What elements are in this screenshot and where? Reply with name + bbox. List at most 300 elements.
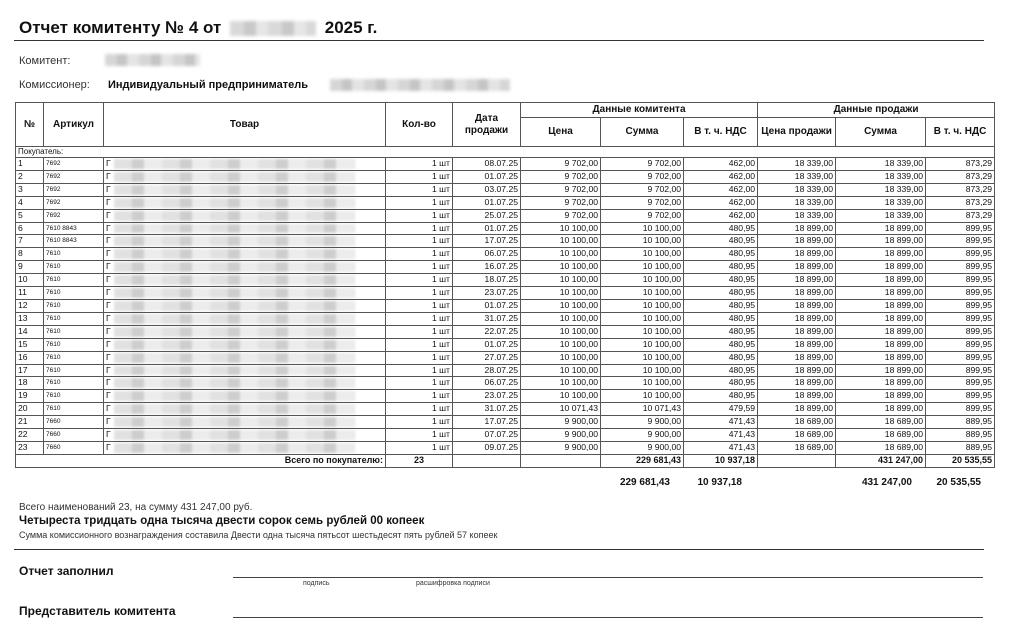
row-num: 2 bbox=[16, 170, 44, 183]
row-goods bbox=[104, 170, 386, 183]
row-date: 25.07.25 bbox=[453, 209, 521, 222]
row-num: 15 bbox=[16, 338, 44, 351]
row-sum: 10 100,00 bbox=[601, 274, 684, 287]
row-num: 10 bbox=[16, 274, 44, 287]
row-date: 31.07.25 bbox=[453, 312, 521, 325]
row-article: 7610 bbox=[44, 377, 104, 390]
goods-initial: Г bbox=[106, 235, 111, 246]
row-qty: 1 шт bbox=[386, 351, 453, 364]
row-goods bbox=[104, 158, 386, 171]
total-empty bbox=[521, 454, 601, 467]
row-sum: 10 100,00 bbox=[601, 222, 684, 235]
row-vat: 480,95 bbox=[684, 222, 758, 235]
row-sale-vat: 873,29 bbox=[926, 158, 995, 171]
table-row bbox=[16, 312, 995, 325]
redacted-goods-name bbox=[114, 353, 355, 363]
row-price: 10 100,00 bbox=[521, 261, 601, 274]
row-price: 9 702,00 bbox=[521, 196, 601, 209]
table-row bbox=[16, 403, 995, 416]
row-goods bbox=[104, 274, 386, 287]
total-row bbox=[16, 454, 995, 467]
redacted-goods-name bbox=[114, 211, 355, 221]
row-goods bbox=[104, 248, 386, 261]
row-date: 01.07.25 bbox=[453, 338, 521, 351]
row-date: 01.07.25 bbox=[453, 196, 521, 209]
row-price: 10 100,00 bbox=[521, 377, 601, 390]
goods-initial: Г bbox=[106, 196, 111, 207]
row-goods bbox=[104, 299, 386, 312]
row-sale-price: 18 899,00 bbox=[758, 403, 836, 416]
row-qty: 1 шт bbox=[386, 287, 453, 300]
redacted-date bbox=[230, 21, 316, 36]
row-article: 7692 bbox=[44, 209, 104, 222]
goods-initial: Г bbox=[106, 441, 111, 452]
summary-commission: Сумма комиссионного вознаграждения составила Двести одна тысяча пятьсот шестьдесят пять рублей 57 копеек bbox=[19, 530, 498, 540]
komissioner-label: Комиссионер: bbox=[19, 79, 90, 91]
row-sale-vat: 899,95 bbox=[926, 390, 995, 403]
row-qty: 1 шт bbox=[386, 441, 453, 454]
row-sum: 10 071,43 bbox=[601, 403, 684, 416]
table-row bbox=[16, 299, 995, 312]
row-article: 7610 8843 bbox=[44, 235, 104, 248]
row-date: 08.07.25 bbox=[453, 158, 521, 171]
row-sale-price: 18 689,00 bbox=[758, 441, 836, 454]
row-sale-sum: 18 899,00 bbox=[836, 377, 926, 390]
row-goods bbox=[104, 183, 386, 196]
total-empty bbox=[453, 454, 521, 467]
row-sale-price: 18 339,00 bbox=[758, 183, 836, 196]
row-price: 9 702,00 bbox=[521, 183, 601, 196]
row-price: 9 900,00 bbox=[521, 429, 601, 442]
row-qty: 1 шт bbox=[386, 390, 453, 403]
table-row bbox=[16, 416, 995, 429]
summary-divider bbox=[14, 549, 984, 550]
table-row bbox=[16, 364, 995, 377]
row-vat: 480,95 bbox=[684, 248, 758, 261]
col-vat: В т. ч. НДС bbox=[684, 118, 758, 147]
row-vat: 462,00 bbox=[684, 158, 758, 171]
row-num: 1 bbox=[16, 158, 44, 171]
row-goods bbox=[104, 235, 386, 248]
row-qty: 1 шт bbox=[386, 416, 453, 429]
row-num: 7 bbox=[16, 235, 44, 248]
row-num: 8 bbox=[16, 248, 44, 261]
row-sum: 10 100,00 bbox=[601, 312, 684, 325]
row-sum: 10 100,00 bbox=[601, 351, 684, 364]
row-price: 10 100,00 bbox=[521, 274, 601, 287]
title-prefix: Отчет комитенту № 4 от bbox=[19, 18, 222, 37]
redacted-goods-name bbox=[114, 275, 355, 285]
goods-initial: Г bbox=[106, 390, 111, 401]
row-vat: 480,95 bbox=[684, 377, 758, 390]
row-num: 20 bbox=[16, 403, 44, 416]
table-row bbox=[16, 351, 995, 364]
row-article: 7610 bbox=[44, 338, 104, 351]
row-sale-sum: 18 899,00 bbox=[836, 403, 926, 416]
row-sale-vat: 899,95 bbox=[926, 312, 995, 325]
row-num: 17 bbox=[16, 364, 44, 377]
row-sale-vat: 899,95 bbox=[926, 403, 995, 416]
grand-sale-sum: 431 247,00 bbox=[861, 477, 912, 488]
row-sale-price: 18 899,00 bbox=[758, 299, 836, 312]
table-row bbox=[16, 261, 995, 274]
row-sale-sum: 18 899,00 bbox=[836, 338, 926, 351]
row-vat: 480,95 bbox=[684, 338, 758, 351]
row-date: 28.07.25 bbox=[453, 364, 521, 377]
row-vat: 480,95 bbox=[684, 235, 758, 248]
table-row bbox=[16, 429, 995, 442]
row-sum: 9 702,00 bbox=[601, 196, 684, 209]
table-row bbox=[16, 209, 995, 222]
row-sale-sum: 18 689,00 bbox=[836, 429, 926, 442]
row-sale-price: 18 899,00 bbox=[758, 235, 836, 248]
row-sale-sum: 18 899,00 bbox=[836, 390, 926, 403]
row-qty: 1 шт bbox=[386, 209, 453, 222]
row-article: 7610 bbox=[44, 312, 104, 325]
row-sale-sum: 18 899,00 bbox=[836, 274, 926, 287]
row-sale-vat: 899,95 bbox=[926, 364, 995, 377]
row-sale-vat: 889,95 bbox=[926, 429, 995, 442]
redacted-komitent bbox=[105, 54, 200, 66]
goods-initial: Г bbox=[106, 416, 111, 427]
total-sale-sum: 431 247,00 bbox=[836, 454, 926, 467]
goods-initial: Г bbox=[106, 364, 111, 375]
row-article: 7610 bbox=[44, 364, 104, 377]
row-sale-price: 18 899,00 bbox=[758, 312, 836, 325]
row-qty: 1 шт bbox=[386, 158, 453, 171]
redacted-goods-name bbox=[114, 224, 355, 234]
row-goods bbox=[104, 403, 386, 416]
row-qty: 1 шт bbox=[386, 364, 453, 377]
row-sale-price: 18 899,00 bbox=[758, 338, 836, 351]
row-article: 7610 8843 bbox=[44, 222, 104, 235]
row-goods bbox=[104, 261, 386, 274]
komitent-label: Комитент: bbox=[19, 55, 71, 67]
col-goods: Товар bbox=[104, 103, 386, 147]
row-vat: 471,43 bbox=[684, 429, 758, 442]
row-num: 18 bbox=[16, 377, 44, 390]
goods-initial: Г bbox=[106, 351, 111, 362]
row-sale-vat: 899,95 bbox=[926, 377, 995, 390]
redacted-goods-name bbox=[114, 314, 355, 324]
row-article: 7660 bbox=[44, 429, 104, 442]
row-goods bbox=[104, 390, 386, 403]
row-sale-price: 18 339,00 bbox=[758, 209, 836, 222]
table-row bbox=[16, 196, 995, 209]
row-num: 22 bbox=[16, 429, 44, 442]
table-row bbox=[16, 390, 995, 403]
grand-vat: 10 937,18 bbox=[697, 477, 742, 488]
row-num: 4 bbox=[16, 196, 44, 209]
row-goods bbox=[104, 416, 386, 429]
goods-initial: Г bbox=[106, 248, 111, 259]
row-price: 9 702,00 bbox=[521, 209, 601, 222]
table-row bbox=[16, 222, 995, 235]
row-sale-sum: 18 339,00 bbox=[836, 183, 926, 196]
goods-initial: Г bbox=[106, 325, 111, 336]
row-date: 23.07.25 bbox=[453, 287, 521, 300]
row-qty: 1 шт bbox=[386, 338, 453, 351]
table-row bbox=[16, 183, 995, 196]
row-sale-price: 18 899,00 bbox=[758, 351, 836, 364]
row-sum: 9 900,00 bbox=[601, 429, 684, 442]
row-qty: 1 шт bbox=[386, 403, 453, 416]
row-sale-price: 18 899,00 bbox=[758, 377, 836, 390]
grand-sum: 229 681,43 bbox=[619, 477, 670, 488]
row-date: 06.07.25 bbox=[453, 377, 521, 390]
row-vat: 471,43 bbox=[684, 441, 758, 454]
row-sale-vat: 899,95 bbox=[926, 261, 995, 274]
row-sale-sum: 18 689,00 bbox=[836, 416, 926, 429]
row-sum: 9 702,00 bbox=[601, 170, 684, 183]
col-sum: Сумма bbox=[601, 118, 684, 147]
row-sale-sum: 18 339,00 bbox=[836, 196, 926, 209]
row-price: 10 100,00 bbox=[521, 312, 601, 325]
row-goods bbox=[104, 338, 386, 351]
row-sale-sum: 18 339,00 bbox=[836, 158, 926, 171]
row-goods bbox=[104, 364, 386, 377]
row-sale-vat: 899,95 bbox=[926, 351, 995, 364]
row-sale-vat: 873,29 bbox=[926, 196, 995, 209]
table-row bbox=[16, 441, 995, 454]
row-sale-price: 18 689,00 bbox=[758, 416, 836, 429]
row-price: 9 900,00 bbox=[521, 441, 601, 454]
table-row bbox=[16, 235, 995, 248]
row-sale-vat: 899,95 bbox=[926, 222, 995, 235]
grand-sale-vat: 20 535,55 bbox=[936, 477, 981, 488]
col-sale-price: Цена продажи bbox=[758, 118, 836, 147]
redacted-goods-name bbox=[114, 262, 355, 272]
row-article: 7610 bbox=[44, 248, 104, 261]
redacted-goods-name bbox=[114, 430, 355, 440]
redacted-goods-name bbox=[114, 391, 355, 401]
row-num: 12 bbox=[16, 299, 44, 312]
row-sale-sum: 18 899,00 bbox=[836, 299, 926, 312]
row-vat: 479,59 bbox=[684, 403, 758, 416]
row-sum: 10 100,00 bbox=[601, 325, 684, 338]
row-goods bbox=[104, 377, 386, 390]
row-goods bbox=[104, 351, 386, 364]
row-goods bbox=[104, 287, 386, 300]
row-date: 06.07.25 bbox=[453, 248, 521, 261]
goods-initial: Г bbox=[106, 183, 111, 194]
row-article: 7692 bbox=[44, 158, 104, 171]
row-sum: 10 100,00 bbox=[601, 248, 684, 261]
row-date: 01.07.25 bbox=[453, 299, 521, 312]
goods-initial: Г bbox=[106, 158, 111, 168]
row-sale-sum: 18 899,00 bbox=[836, 351, 926, 364]
row-date: 07.07.25 bbox=[453, 429, 521, 442]
row-sale-sum: 18 899,00 bbox=[836, 325, 926, 338]
row-article: 7692 bbox=[44, 170, 104, 183]
row-sum: 10 100,00 bbox=[601, 261, 684, 274]
row-date: 18.07.25 bbox=[453, 274, 521, 287]
row-price: 10 100,00 bbox=[521, 235, 601, 248]
goods-initial: Г bbox=[106, 170, 111, 181]
row-qty: 1 шт bbox=[386, 235, 453, 248]
row-qty: 1 шт bbox=[386, 429, 453, 442]
row-sale-vat: 899,95 bbox=[926, 325, 995, 338]
row-sale-vat: 899,95 bbox=[926, 299, 995, 312]
row-qty: 1 шт bbox=[386, 248, 453, 261]
row-article: 7610 bbox=[44, 274, 104, 287]
row-num: 5 bbox=[16, 209, 44, 222]
total-sale-vat: 20 535,55 bbox=[926, 454, 995, 467]
col-qty: Кол-во bbox=[386, 103, 453, 147]
title-divider bbox=[14, 40, 984, 41]
goods-initial: Г bbox=[106, 261, 111, 272]
row-goods bbox=[104, 441, 386, 454]
row-sale-vat: 899,95 bbox=[926, 248, 995, 261]
row-goods bbox=[104, 196, 386, 209]
row-sale-vat: 899,95 bbox=[926, 287, 995, 300]
row-date: 23.07.25 bbox=[453, 390, 521, 403]
row-qty: 1 шт bbox=[386, 183, 453, 196]
row-vat: 480,95 bbox=[684, 351, 758, 364]
row-vat: 480,95 bbox=[684, 274, 758, 287]
row-sum: 9 702,00 bbox=[601, 158, 684, 171]
row-vat: 480,95 bbox=[684, 364, 758, 377]
row-sum: 10 100,00 bbox=[601, 338, 684, 351]
row-sale-vat: 889,95 bbox=[926, 441, 995, 454]
buyer-label: Покупатель: bbox=[16, 147, 995, 158]
goods-initial: Г bbox=[106, 312, 111, 323]
row-sale-price: 18 899,00 bbox=[758, 390, 836, 403]
decode-hint: расшифровка подписи bbox=[416, 580, 490, 587]
row-sale-price: 18 899,00 bbox=[758, 261, 836, 274]
goods-initial: Г bbox=[106, 377, 111, 388]
row-sale-sum: 18 899,00 bbox=[836, 261, 926, 274]
row-vat: 480,95 bbox=[684, 287, 758, 300]
title-suffix: 2025 г. bbox=[324, 18, 378, 37]
row-date: 03.07.25 bbox=[453, 183, 521, 196]
row-sum: 9 900,00 bbox=[601, 441, 684, 454]
row-sale-vat: 899,95 bbox=[926, 274, 995, 287]
goods-initial: Г bbox=[106, 299, 111, 310]
row-vat: 480,95 bbox=[684, 325, 758, 338]
row-num: 14 bbox=[16, 325, 44, 338]
row-article: 7610 bbox=[44, 261, 104, 274]
row-price: 10 100,00 bbox=[521, 390, 601, 403]
row-price: 10 100,00 bbox=[521, 351, 601, 364]
row-article: 7610 bbox=[44, 403, 104, 416]
row-price: 10 100,00 bbox=[521, 287, 601, 300]
row-date: 27.07.25 bbox=[453, 351, 521, 364]
row-num: 19 bbox=[16, 390, 44, 403]
row-date: 16.07.25 bbox=[453, 261, 521, 274]
goods-initial: Г bbox=[106, 222, 111, 233]
table-row bbox=[16, 274, 995, 287]
row-price: 10 100,00 bbox=[521, 248, 601, 261]
redacted-goods-name bbox=[114, 340, 355, 350]
row-vat: 462,00 bbox=[684, 183, 758, 196]
row-sale-vat: 873,29 bbox=[926, 170, 995, 183]
filled-by-signature-line bbox=[233, 577, 983, 578]
row-sale-sum: 18 899,00 bbox=[836, 312, 926, 325]
col-article: Артикул bbox=[44, 103, 104, 147]
row-qty: 1 шт bbox=[386, 261, 453, 274]
row-price: 9 900,00 bbox=[521, 416, 601, 429]
row-vat: 480,95 bbox=[684, 312, 758, 325]
row-article: 7660 bbox=[44, 441, 104, 454]
report-title bbox=[19, 18, 377, 38]
row-qty: 1 шт bbox=[386, 377, 453, 390]
redacted-goods-name bbox=[114, 249, 355, 259]
row-sale-price: 18 899,00 bbox=[758, 222, 836, 235]
table-row bbox=[16, 158, 995, 171]
komissioner-value: Индивидуальный предприниматель bbox=[108, 79, 308, 91]
row-price: 9 702,00 bbox=[521, 158, 601, 171]
redacted-goods-name bbox=[114, 288, 355, 298]
col-price: Цена bbox=[521, 118, 601, 147]
summary-count: Всего наименований 23, на сумму 431 247,00 руб. bbox=[19, 502, 253, 513]
redacted-goods-name bbox=[114, 417, 355, 427]
row-num: 16 bbox=[16, 351, 44, 364]
row-price: 10 100,00 bbox=[521, 338, 601, 351]
row-sale-sum: 18 899,00 bbox=[836, 222, 926, 235]
row-qty: 1 шт bbox=[386, 312, 453, 325]
row-num: 13 bbox=[16, 312, 44, 325]
redacted-goods-name bbox=[114, 366, 355, 376]
goods-initial: Г bbox=[106, 403, 111, 414]
row-vat: 462,00 bbox=[684, 170, 758, 183]
row-num: 21 bbox=[16, 416, 44, 429]
row-sale-vat: 873,29 bbox=[926, 209, 995, 222]
goods-initial: Г bbox=[106, 287, 111, 298]
row-article: 7692 bbox=[44, 183, 104, 196]
row-sum: 10 100,00 bbox=[601, 377, 684, 390]
row-article: 7610 bbox=[44, 325, 104, 338]
row-sale-sum: 18 899,00 bbox=[836, 364, 926, 377]
row-vat: 480,95 bbox=[684, 299, 758, 312]
row-price: 10 100,00 bbox=[521, 364, 601, 377]
row-sale-sum: 18 899,00 bbox=[836, 235, 926, 248]
row-sum: 10 100,00 bbox=[601, 235, 684, 248]
redacted-goods-name bbox=[114, 159, 355, 169]
row-num: 11 bbox=[16, 287, 44, 300]
row-sale-vat: 889,95 bbox=[926, 416, 995, 429]
row-sum: 9 702,00 bbox=[601, 209, 684, 222]
row-price: 10 071,43 bbox=[521, 403, 601, 416]
row-sale-price: 18 339,00 bbox=[758, 170, 836, 183]
row-sale-price: 18 689,00 bbox=[758, 429, 836, 442]
row-vat: 462,00 bbox=[684, 209, 758, 222]
row-qty: 1 шт bbox=[386, 196, 453, 209]
row-sum: 10 100,00 bbox=[601, 287, 684, 300]
redacted-goods-name bbox=[114, 236, 355, 246]
row-qty: 1 шт bbox=[386, 170, 453, 183]
row-sale-price: 18 899,00 bbox=[758, 287, 836, 300]
row-price: 9 702,00 bbox=[521, 170, 601, 183]
goods-initial: Г bbox=[106, 429, 111, 440]
row-qty: 1 шт bbox=[386, 325, 453, 338]
row-date: 17.07.25 bbox=[453, 235, 521, 248]
row-qty: 1 шт bbox=[386, 222, 453, 235]
total-label: Всего по покупателю: bbox=[16, 454, 386, 467]
signature-hint: подпись bbox=[303, 580, 330, 587]
row-date: 31.07.25 bbox=[453, 403, 521, 416]
redacted-goods-name bbox=[114, 198, 355, 208]
row-date: 01.07.25 bbox=[453, 222, 521, 235]
total-empty bbox=[758, 454, 836, 467]
table-row bbox=[16, 377, 995, 390]
redacted-goods-name bbox=[114, 404, 355, 414]
row-goods bbox=[104, 209, 386, 222]
row-sum: 10 100,00 bbox=[601, 299, 684, 312]
row-goods bbox=[104, 429, 386, 442]
summary-words: Четыреста тридцать одна тысяча двести сорок семь рублей 00 копеек bbox=[19, 515, 425, 527]
goods-initial: Г bbox=[106, 338, 111, 349]
